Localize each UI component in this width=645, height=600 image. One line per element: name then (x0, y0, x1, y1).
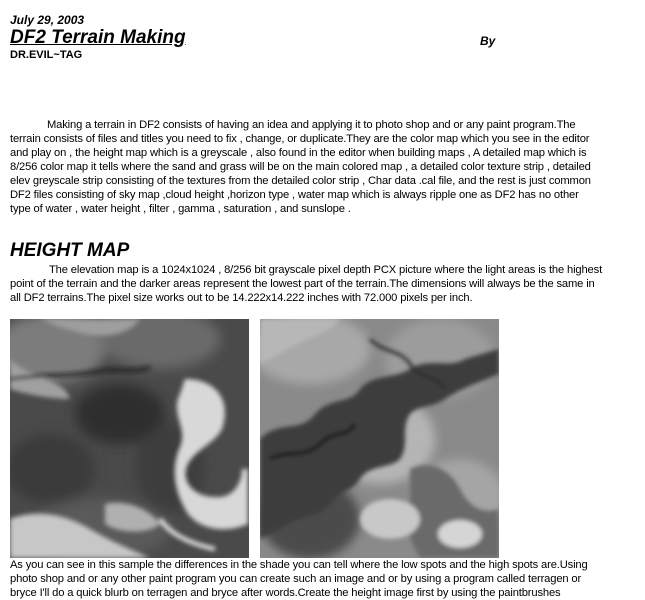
author-name: DR.EVIL~TAG (10, 49, 83, 61)
document-title: DF2 Terrain Making (10, 27, 186, 48)
paragraph-line: elev greyscale strip consisting of the textures from the detailed color strip , Char data .cal file, and the rest is just common (10, 175, 591, 187)
paragraph-line: terrain consists of files and titles you need to fix , change, or duplicate.They are the color map which you see in the editor (10, 133, 590, 145)
byline-label: By (480, 34, 496, 48)
paragraph-line: photo shop and or any other paint program you can create such an image and or by using a program called terragen or (10, 573, 582, 585)
paragraph-line: DF2 files consisting of sky map ,cloud height ,horizon type , water map which is always ripple one as DF2 has no other (10, 189, 579, 201)
outro-paragraph (10, 558, 645, 600)
paragraph-line: 8/256 color map it tells where the sand and grass will be on the main colored map , a detailed color texture strip , detailed (10, 161, 591, 173)
heightmap-image-1 (10, 319, 249, 558)
paragraph-line: point of the terrain and the darker areas represent the lowest part of the terrain.The dimensions will always be the same in (10, 278, 595, 290)
paragraph-line: all DF2 terrains.The pixel size works out to be 14.222x14.222 inches with 72.000 pixels per inch. (10, 292, 473, 304)
height-map-paragraph (10, 263, 645, 305)
heightmap-image-2 (260, 319, 499, 558)
document-date: July 29, 2003 (10, 13, 85, 27)
paragraph-line: bryce I'll do a quick blurb on terragen and bryce after words.Create the height image first by using the paintbrushes (10, 587, 561, 599)
paragraph-line: As you can see in this sample the differences in the shade you can tell where the low spots and the high spots are.Using (10, 559, 588, 571)
paragraph-line: The elevation map is a 1024x1024 , 8/256 bit grayscale pixel depth PCX picture where the light areas is the highest (49, 264, 603, 276)
paragraph-line: Making a terrain in DF2 consists of having an idea and applying it to photo shop and or any paint program.The (47, 119, 576, 131)
intro-paragraph (10, 118, 645, 216)
paragraph-line: type of water , water height , filter , gamma , saturation , and sunslope . (10, 203, 351, 215)
paragraph-line: and play on , the height map which is a greyscale , also found in the editor when building maps , A detailed map which is (10, 147, 587, 159)
section-heading-height-map: HEIGHT MAP (10, 240, 130, 261)
